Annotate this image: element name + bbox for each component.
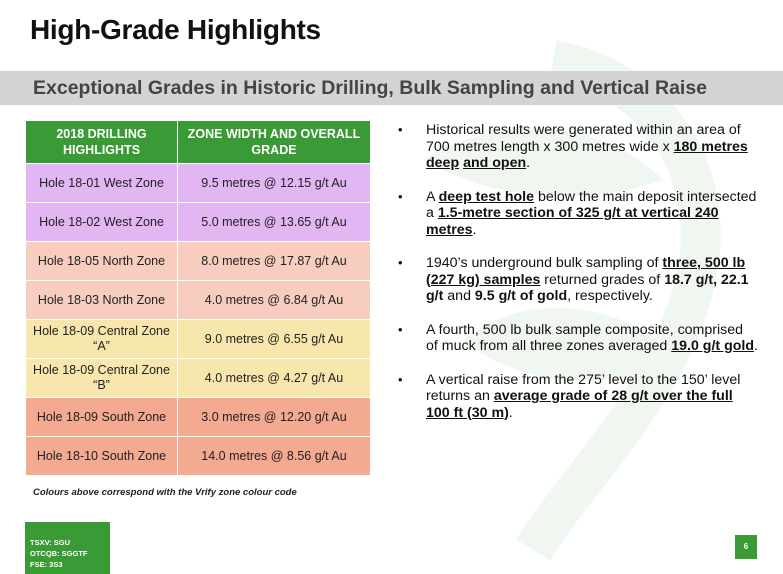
bullet-dot-icon: •: [398, 122, 403, 137]
bullet-item: [398, 255, 758, 305]
table-row: [26, 164, 371, 203]
bullet-item: [398, 122, 758, 172]
hole-cell: Hole 18-09 South Zone: [26, 398, 178, 437]
page-title: High-Grade Highlights: [30, 14, 321, 45]
bullet-text: below the main deposit intersected a: [426, 188, 757, 221]
bullet-emphasis: deep test hole: [438, 188, 535, 205]
bullet-text: .: [526, 155, 531, 171]
bullet-text: 1940’s underground bulk sampling of: [426, 255, 663, 271]
drilling-highlights-table: [25, 120, 371, 476]
grade-cell: 5.0 metres @ 13.65 g/t Au: [178, 203, 371, 242]
bullet-text: and: [443, 288, 475, 304]
bullet-dot-icon: •: [398, 371, 403, 387]
bullet-text: .: [472, 221, 477, 238]
grade-cell: 3.0 metres @ 12.20 g/t Au: [178, 398, 371, 437]
bullet-emphasis: and open: [463, 155, 527, 171]
bullet-emphasis: three, 500 lb (227 kg) samples: [426, 255, 746, 288]
grade-cell: 4.0 metres @ 4.27 g/t Au: [178, 359, 371, 398]
grade-cell: 4.0 metres @ 6.84 g/t Au: [178, 281, 371, 320]
bullet-emphasis: 1.5-metre section of 325 g/t at vertical 240 metres: [426, 205, 719, 238]
hole-cell: Hole 18-09 Central Zone “A”: [26, 320, 178, 359]
bullet-item: [398, 322, 758, 355]
hole-cell: Hole 18-01 West Zone: [26, 164, 178, 203]
bullet-item: [398, 372, 758, 422]
ticker-tsxv: TSXV: SGU: [30, 538, 71, 547]
header-drilling-highlights: 2018 DRILLING HIGHLIGHTS: [26, 121, 178, 164]
table-row: [26, 437, 371, 476]
bullet-emphasis: 180 metres deep: [426, 138, 748, 171]
page-subtitle: Exceptional Grades in Historic Drilling, Bulk Sampling and Vertical Raise: [33, 77, 708, 99]
hole-cell: Hole 18-02 West Zone: [26, 203, 178, 242]
table-row: [26, 320, 371, 359]
bullet-text: , respectively.: [567, 288, 653, 304]
table-row: [26, 281, 371, 320]
header-zone-width-grade: ZONE WIDTH AND OVERALL GRADE: [178, 121, 371, 164]
hole-cell: Hole 18-03 North Zone: [26, 281, 178, 320]
bullet-bold: 18.7 g/t, 22.1 g/t: [426, 271, 749, 304]
bullet-bold: 9.5 g/t of gold: [474, 288, 568, 304]
bullet-dot-icon: •: [398, 321, 403, 337]
table-row: [26, 203, 371, 242]
bullet-text: Historical results were generated within an area of 700 metres length x 300 metres wide x: [426, 122, 741, 155]
grade-cell: 8.0 metres @ 17.87 g/t Au: [178, 242, 371, 281]
bullet-emphasis: average grade of 28 g/t over the full 100 ft (30 m): [426, 388, 733, 421]
table-header-row: [26, 121, 371, 164]
bullet-dot-icon: •: [398, 188, 403, 204]
grade-cell: 9.5 metres @ 12.15 g/t Au: [178, 164, 371, 203]
bullet-text: .: [754, 338, 758, 354]
bullet-text: .: [508, 404, 513, 421]
hole-cell: Hole 18-05 North Zone: [26, 242, 178, 281]
grade-cell: 9.0 metres @ 6.55 g/t Au: [178, 320, 371, 359]
table-row: [26, 242, 371, 281]
ticker-fse: FSE: 3S3: [30, 560, 63, 569]
table-row: [26, 398, 371, 437]
table-row: [26, 359, 371, 398]
ticker-symbols-box: [25, 522, 110, 574]
bullet-dot-icon: •: [398, 255, 403, 270]
table-footnote: Colours above correspond with the Vrify zone colour code: [33, 487, 297, 498]
bullet-text: A: [426, 188, 439, 205]
bullet-emphasis: 19.0 g/t gold: [671, 338, 755, 354]
ticker-otcqb: OTCQB: SGGTF: [30, 549, 88, 558]
grade-cell: 14.0 metres @ 8.56 g/t Au: [178, 437, 371, 476]
hole-cell: Hole 18-10 South Zone: [26, 437, 178, 476]
bullet-text: A fourth, 500 lb bulk sample composite, comprised of muck from all three zones averaged: [426, 321, 744, 354]
bullet-item: [398, 189, 758, 239]
page-number: 6: [735, 535, 757, 559]
highlights-bullet-list: [398, 122, 758, 438]
hole-cell: Hole 18-09 Central Zone “B”: [26, 359, 178, 398]
bullet-text: A vertical raise from the 275’ level to the 150’ level returns an: [426, 371, 741, 404]
bullet-text: returned grades of: [540, 271, 665, 288]
